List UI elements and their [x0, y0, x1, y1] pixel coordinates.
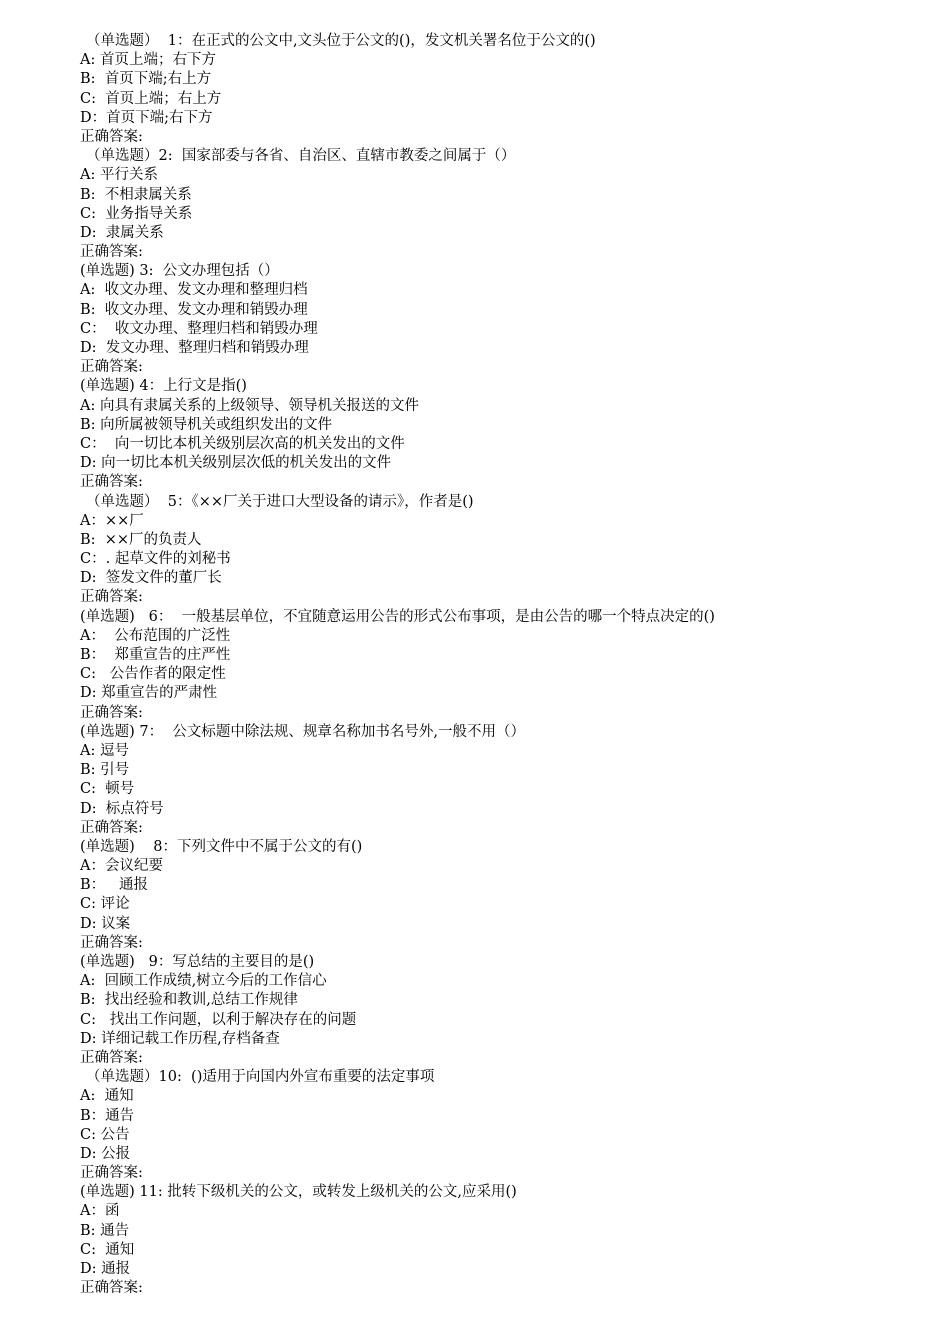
question-sheet — [80, 32, 920, 1298]
answer-option: C：. 起草文件的刘秘书 — [80, 551, 231, 568]
question-block — [80, 838, 920, 953]
answer-option: C: 首页上端；右上方 — [80, 90, 222, 107]
answer-option: C: 公告作者的限定性 — [80, 666, 226, 683]
answer-option: B: 找出经验和教训,总结工作规律 — [80, 992, 298, 1009]
question-block — [80, 1183, 920, 1298]
answer-option: D：首页下端;右下方 — [80, 109, 213, 126]
question-block — [80, 32, 920, 147]
answer-option: D: 议案 — [80, 915, 131, 932]
answer-option: C: 公告 — [80, 1126, 130, 1143]
answer-option: A: 收文办理、发文办理和整理归档 — [80, 282, 308, 299]
question-block — [80, 262, 920, 377]
answer-option: A: 平行关系 — [80, 167, 158, 184]
question-stem: (单选题) 8：下列文件中不属于公文的有() — [80, 838, 363, 855]
answer-option: D: 向一切比本机关级别层次低的机关发出的文件 — [80, 455, 392, 472]
answer-option: B: ××厂的负责人 — [80, 531, 202, 548]
answer-option: A: 通知 — [80, 1088, 134, 1105]
question-block — [80, 377, 920, 492]
question-stem: (单选题) 9：写总结的主要目的是() — [80, 954, 315, 970]
answer-option: B: 不相隶属关系 — [80, 186, 192, 203]
answer-option: B: 收文办理、发文办理和销毁办理 — [80, 301, 308, 318]
answer-option: D: 隶属关系 — [80, 224, 164, 241]
correct-answer-label: 正确答案: — [80, 934, 143, 951]
correct-answer-label: 正确答案: — [80, 704, 143, 721]
answer-option: A: 逗号 — [80, 742, 129, 759]
correct-answer-label: 正确答案: — [80, 1049, 143, 1066]
question-block — [80, 147, 920, 262]
answer-option: A: 首页上端；右下方 — [80, 52, 216, 69]
answer-option: C: 业务指导关系 — [80, 205, 193, 222]
answer-option: A: 向具有隶属关系的上级领导、领导机关报送的文件 — [80, 397, 419, 414]
correct-answer-label: 正确答案: — [80, 128, 143, 145]
answer-option: A：函 — [80, 1203, 120, 1220]
answer-option: B： 通报 — [80, 877, 148, 894]
answer-option: A: 回顾工作成绩,树立今后的工作信心 — [80, 973, 327, 990]
answer-option: B: 向所属被领导机关或组织发出的文件 — [80, 416, 333, 433]
answer-option: D: 公报 — [80, 1145, 131, 1162]
answer-option: D: 发文办理、整理归档和销毁办理 — [80, 340, 309, 356]
answer-option: B: 首页下端;右上方 — [80, 71, 212, 88]
question-stem: (单选题) 11: 批转下级机关的公文，或转发上级机关的公文,应采用() — [80, 1184, 517, 1201]
correct-answer-label: 正确答案: — [80, 1280, 143, 1297]
question-stem: （单选题） 5：《××厂关于进口大型设备的请示》，作者是() — [86, 493, 474, 510]
question-block — [80, 953, 920, 1068]
answer-option: B：通告 — [80, 1107, 135, 1124]
answer-option: C: 找出工作问题，以利于解决存在的问题 — [80, 1011, 357, 1028]
answer-option: B: 通告 — [80, 1222, 130, 1239]
answer-option: A： 公布范围的广泛性 — [80, 627, 231, 644]
question-block — [80, 1068, 920, 1183]
answer-option: C: 通知 — [80, 1241, 135, 1258]
answer-option: D: 通报 — [80, 1261, 131, 1277]
answer-option: C： 向一切比本机关级别层次高的机关发出的文件 — [80, 435, 405, 452]
question-stem: (单选题) 3: 公文办理包括（） — [80, 263, 279, 280]
answer-option: B： 郑重宣告的庄严性 — [80, 647, 231, 663]
answer-option: D: 郑重宣告的严肃性 — [80, 685, 218, 702]
correct-answer-label: 正确答案: — [80, 819, 143, 836]
question-block — [80, 608, 920, 723]
question-block — [80, 723, 920, 838]
answer-option: C: 顿号 — [80, 781, 135, 798]
answer-option: D: 签发文件的董厂长 — [80, 570, 222, 587]
correct-answer-label: 正确答案: — [80, 589, 143, 606]
question-stem: （单选题）10: ()适用于向国内外宣布重要的法定事项 — [86, 1069, 435, 1086]
correct-answer-label: 正确答案: — [80, 474, 143, 491]
question-stem: （单选题） 1：在正式的公文中,文头位于公文的()，发文机关署名位于公文的() — [86, 33, 596, 49]
question-stem: (单选题) 6： 一般基层单位，不宜随意运用公告的形式公布事项，是由公告的哪一个特点决定的() — [80, 608, 715, 625]
question-stem: （单选题）2: 国家部委与各省、自治区、直辖市教委之间属于（） — [86, 148, 516, 165]
correct-answer-label: 正确答案: — [80, 244, 143, 261]
correct-answer-label: 正确答案: — [80, 1165, 143, 1182]
answer-option: A：××厂 — [80, 512, 144, 529]
answer-option: D: 标点符号 — [80, 800, 164, 817]
answer-option: A：会议纪要 — [80, 858, 163, 875]
question-stem: (单选题) 4：上行文是指() — [80, 378, 247, 395]
answer-option: C: 评论 — [80, 896, 130, 913]
answer-option: C： 收文办理、整理归档和销毁办理 — [80, 320, 318, 337]
correct-answer-label: 正确答案: — [80, 359, 143, 376]
answer-option: B: 引号 — [80, 762, 130, 779]
question-stem: (单选题) 7： 公文标题中除法规、规章名称加书名号外,一般不用（） — [80, 723, 525, 740]
question-block — [80, 493, 920, 608]
answer-option: D: 详细记载工作历程,存档备查 — [80, 1030, 280, 1047]
